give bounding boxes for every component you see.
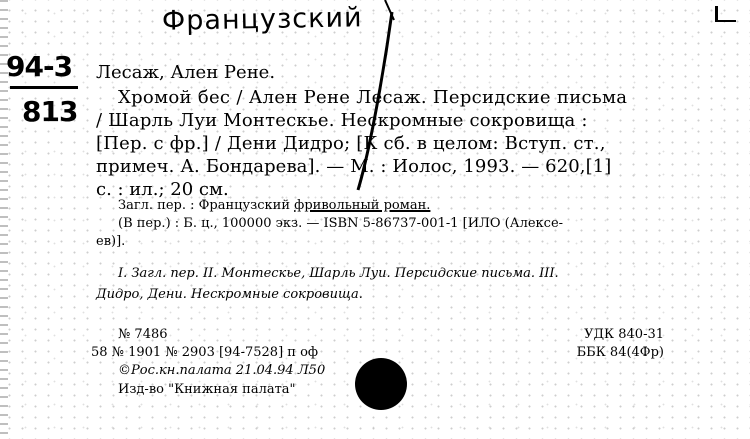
added-entries-line-2: Дидро, Дени. Нескромные сокровища. <box>96 287 363 302</box>
author-heading: Лесаж, Ален Рене. <box>96 62 276 83</box>
binding-line-2: ев)]. <box>96 234 126 249</box>
title-line-4: примеч. А. Бондарева]. — М. : Иолос, 1993. — 620,[1] <box>96 156 612 177</box>
handwritten-shelf-code-bottom: 813 <box>22 95 78 128</box>
registration-number: № 7486 <box>118 327 168 342</box>
handwritten-fraction-line <box>10 86 78 89</box>
udk-code: УДК 840-31 <box>584 327 664 342</box>
card-punch-hole <box>355 358 407 410</box>
title-line-3: [Пер. с фр.] / Дени Дидро; [К сб. в целом: Вступ. ст., <box>96 133 606 154</box>
corner-mark <box>715 6 736 22</box>
handwritten-language: Французский <box>161 2 363 37</box>
publisher-line: Изд-во "Книжная палата" <box>118 382 296 397</box>
book-chamber-line: ©Рос.кн.палата 21.04.94 Л50 <box>118 363 326 378</box>
title-line-1: Хромой бес / Ален Рене Лесаж. Персидские письма <box>118 87 628 108</box>
added-entries-line-1: I. Загл. пер. II. Монтескье, Шарль Луи. Персидские письма. III. <box>118 266 559 281</box>
title-line-2: / Шарль Луи Монтескье. Нескромные сокровища : <box>96 110 588 131</box>
handwritten-shelf-code-top: 94-3 <box>6 50 73 83</box>
title-line-5: с. : ил.; 20 см. <box>96 179 229 200</box>
original-title-prefix: Загл. пер. : Французский <box>118 198 291 213</box>
binding-line-1: (В пер.) : Б. ц., 100000 экз. — ISBN 5-86737-001-1 [ИЛО (Алексе- <box>118 216 564 231</box>
registration-record: 58 № 1901 № 2903 [94-7528] п оф <box>91 345 319 360</box>
original-title-underlined: фривольный роман. <box>294 198 431 213</box>
original-title-note <box>118 198 430 213</box>
bbk-code: ББК 84(4Фр) <box>576 345 664 360</box>
